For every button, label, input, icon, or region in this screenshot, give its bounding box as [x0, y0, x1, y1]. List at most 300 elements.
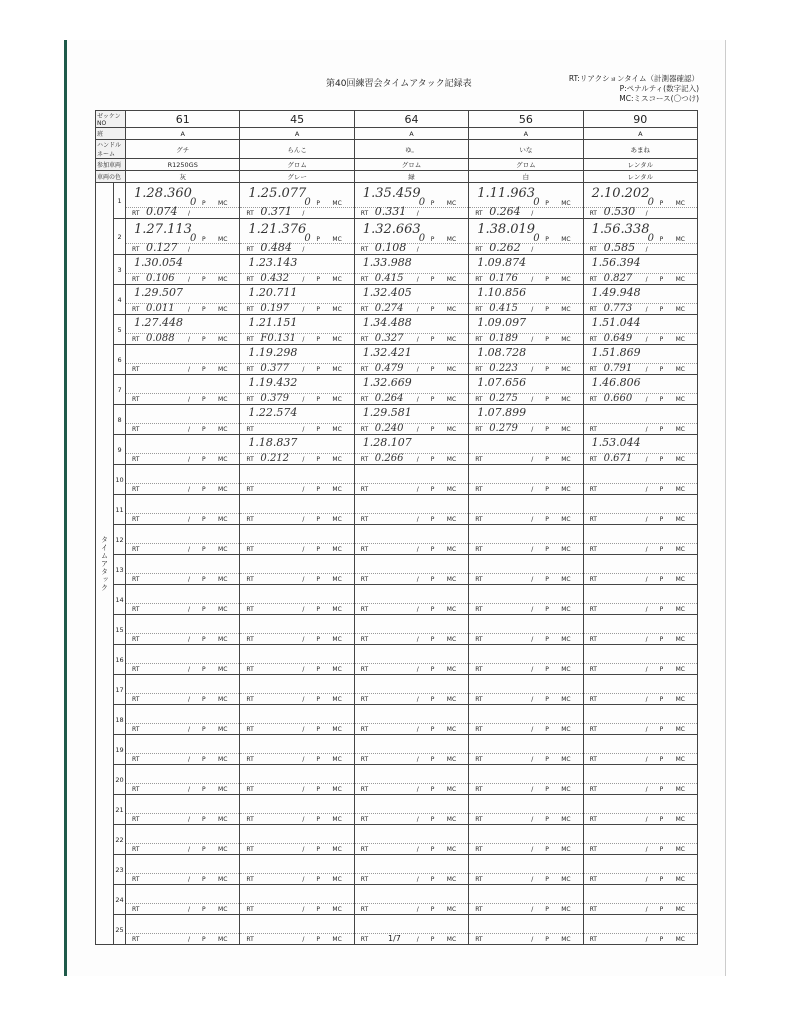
mc-label: MC	[446, 606, 457, 613]
time-cell[interactable]	[583, 915, 697, 945]
time-cell[interactable]	[126, 183, 240, 219]
time-cell[interactable]	[240, 885, 354, 915]
slash: /	[302, 456, 305, 463]
time-cell[interactable]	[126, 555, 240, 585]
p-label: P	[659, 396, 664, 403]
time-cell[interactable]	[354, 435, 468, 465]
rt-line	[469, 483, 582, 494]
time-cell[interactable]	[240, 555, 354, 585]
p-label: P	[545, 816, 549, 823]
p-label: P	[659, 696, 664, 703]
p-label: P	[202, 846, 206, 853]
p-label: P	[659, 546, 664, 553]
time-cell[interactable]	[354, 495, 468, 525]
time-cell[interactable]	[583, 375, 697, 405]
vehicle-color: グレー	[240, 171, 354, 183]
time-cell[interactable]	[354, 585, 468, 615]
reaction-time: 0.660	[603, 393, 633, 404]
p-label: P	[316, 456, 321, 463]
time-cell[interactable]	[240, 315, 354, 345]
time-cell[interactable]	[583, 735, 697, 765]
reaction-time: F0.131	[260, 333, 296, 344]
run-number: 12	[114, 525, 126, 555]
vehicle-color: 緑	[354, 171, 468, 183]
vehicle-color: 白	[469, 171, 583, 183]
time-cell[interactable]	[469, 555, 583, 585]
slash: /	[416, 936, 419, 943]
mc-label: MC	[218, 306, 228, 313]
rt-label: RT	[360, 876, 369, 883]
time-cell[interactable]	[583, 405, 697, 435]
time-cell[interactable]	[583, 465, 697, 495]
rt-label: RT	[360, 276, 369, 283]
time-cell[interactable]	[583, 855, 697, 885]
rt-line	[469, 933, 582, 944]
time-cell[interactable]	[240, 675, 354, 705]
run-number: 5	[114, 315, 126, 345]
p-label: P	[545, 906, 549, 913]
rt-line	[469, 513, 582, 524]
time-cell[interactable]	[469, 495, 583, 525]
time-cell[interactable]	[583, 795, 697, 825]
rt-line	[355, 903, 468, 914]
rt-line	[240, 236, 353, 254]
p-label: P	[202, 876, 206, 883]
time-cell[interactable]	[354, 183, 468, 219]
lap-time: 1.28.360	[134, 186, 192, 201]
time-cell[interactable]	[469, 765, 583, 795]
reaction-time: 0.189	[489, 333, 518, 344]
p-label: P	[430, 816, 435, 823]
mc-label: MC	[446, 366, 457, 373]
time-cell[interactable]	[583, 825, 697, 855]
slash: /	[188, 906, 191, 913]
time-cell[interactable]	[240, 765, 354, 795]
p-label: P	[659, 786, 664, 793]
time-cell[interactable]	[354, 525, 468, 555]
rt-line	[584, 753, 697, 764]
time-cell[interactable]	[354, 735, 468, 765]
run-row	[96, 615, 698, 645]
run-row	[96, 183, 698, 219]
rt-label: RT	[360, 816, 369, 823]
mc-label: MC	[446, 396, 457, 403]
reaction-time: 0.377	[260, 363, 290, 374]
rt-label: RT	[132, 336, 140, 343]
time-cell[interactable]	[469, 219, 583, 255]
rt-line	[126, 753, 239, 764]
time-cell[interactable]	[583, 495, 697, 525]
mc-label: MC	[218, 456, 228, 463]
run-number: 2	[114, 219, 126, 255]
rt-label: RT	[132, 486, 140, 493]
time-cell[interactable]	[469, 315, 583, 345]
reaction-time: 0.176	[489, 273, 518, 284]
slash: /	[531, 576, 534, 583]
time-cell[interactable]	[126, 735, 240, 765]
mc-label: MC	[675, 486, 685, 493]
rt-label: RT	[475, 396, 483, 403]
mc-label: MC	[675, 636, 685, 643]
rt-label: RT	[246, 876, 254, 883]
rt-line	[240, 933, 353, 944]
rt-line	[584, 423, 697, 434]
rt-label: RT	[360, 786, 369, 793]
mc-label: MC	[675, 666, 685, 673]
zekken-no: 90	[583, 111, 697, 128]
rt-label: RT	[589, 426, 597, 433]
reaction-time: 0.106	[146, 273, 175, 284]
time-cell[interactable]	[583, 219, 697, 255]
time-cell[interactable]	[240, 495, 354, 525]
time-cell[interactable]	[583, 183, 697, 219]
run-row	[96, 465, 698, 495]
time-cell[interactable]	[469, 855, 583, 885]
time-cell[interactable]	[469, 885, 583, 915]
lap-time: 1.27.448	[134, 316, 183, 329]
time-cell[interactable]	[354, 555, 468, 585]
time-cell[interactable]	[354, 285, 468, 315]
p-label: P	[316, 396, 321, 403]
slash: /	[188, 606, 191, 613]
rt-label: RT	[589, 306, 597, 313]
time-cell[interactable]	[469, 675, 583, 705]
time-cell[interactable]	[469, 405, 583, 435]
rt-line	[240, 453, 353, 464]
run-number: 9	[114, 435, 126, 465]
mc-label: MC	[446, 276, 457, 283]
rt-line	[584, 663, 697, 674]
rt-label: RT	[589, 246, 597, 253]
time-cell[interactable]	[354, 855, 468, 885]
mc-label: MC	[332, 636, 342, 643]
time-cell[interactable]	[469, 915, 583, 945]
slash: /	[416, 696, 419, 703]
time-cell[interactable]	[354, 345, 468, 375]
time-cell[interactable]	[240, 435, 354, 465]
time-cell[interactable]	[469, 465, 583, 495]
time-cell[interactable]	[354, 375, 468, 405]
rt-line	[240, 753, 353, 764]
row-han	[96, 128, 698, 140]
mc-label: MC	[561, 366, 571, 373]
time-cell[interactable]	[126, 825, 240, 855]
time-cell[interactable]	[354, 795, 468, 825]
time-cell[interactable]	[583, 255, 697, 285]
mc-label: MC	[218, 546, 228, 553]
time-cell[interactable]	[354, 405, 468, 435]
reaction-time: 0.479	[374, 363, 404, 374]
slash: /	[188, 726, 191, 733]
run-row	[96, 675, 698, 705]
p-label: P	[545, 366, 549, 373]
time-cell[interactable]	[240, 825, 354, 855]
run-row	[96, 705, 698, 735]
time-cell[interactable]	[583, 765, 697, 795]
slash: /	[531, 336, 534, 343]
p-label: P	[316, 666, 321, 673]
rt-label: RT	[589, 576, 597, 583]
time-cell[interactable]	[469, 525, 583, 555]
lap-time: 1.21.151	[248, 316, 298, 329]
slash: /	[416, 456, 419, 463]
mc-label: MC	[561, 546, 571, 553]
time-cell[interactable]	[240, 645, 354, 675]
run-number: 11	[114, 495, 126, 525]
time-cell[interactable]	[469, 285, 583, 315]
rt-line	[355, 333, 468, 344]
rt-line	[355, 200, 468, 218]
time-cell[interactable]	[469, 615, 583, 645]
rt-line	[355, 873, 468, 884]
rt-label: RT	[132, 546, 140, 553]
run-number: 17	[114, 675, 126, 705]
p-label: P	[659, 366, 664, 373]
rt-label: RT	[246, 426, 254, 433]
rt-line	[584, 813, 697, 824]
rt-label: RT	[246, 456, 254, 463]
time-cell[interactable]	[126, 795, 240, 825]
rt-label: RT	[475, 846, 483, 853]
p-label: P	[430, 786, 435, 793]
rt-label: RT	[589, 276, 597, 283]
slash: /	[416, 210, 419, 217]
time-cell[interactable]	[240, 183, 354, 219]
rt-line	[469, 200, 582, 218]
mc-label: MC	[561, 200, 571, 207]
time-cell[interactable]	[469, 345, 583, 375]
time-cell[interactable]	[354, 465, 468, 495]
slash: /	[531, 726, 534, 733]
rt-line	[126, 663, 239, 674]
p-label: P	[202, 936, 206, 943]
time-cell[interactable]	[354, 885, 468, 915]
slash: /	[531, 636, 534, 643]
time-cell[interactable]	[126, 675, 240, 705]
time-cell[interactable]	[469, 585, 583, 615]
time-cell[interactable]	[126, 315, 240, 345]
time-cell[interactable]	[126, 885, 240, 915]
p-label: P	[545, 396, 549, 403]
mc-label: MC	[561, 726, 571, 733]
time-cell[interactable]	[354, 645, 468, 675]
rt-label: RT	[132, 846, 140, 853]
p-label: P	[659, 336, 664, 343]
time-cell[interactable]	[126, 525, 240, 555]
rt-label: RT	[589, 516, 597, 523]
rt-label: RT	[475, 336, 483, 343]
time-cell[interactable]	[469, 255, 583, 285]
p-label: P	[316, 306, 321, 313]
time-cell[interactable]	[126, 585, 240, 615]
time-cell[interactable]	[583, 615, 697, 645]
time-cell[interactable]	[126, 495, 240, 525]
slash: /	[416, 816, 419, 823]
rt-line	[126, 783, 239, 794]
time-cell[interactable]	[583, 525, 697, 555]
time-cell[interactable]	[240, 615, 354, 645]
time-cell[interactable]	[354, 219, 468, 255]
mc-label: MC	[561, 936, 571, 943]
mc-label: MC	[446, 456, 457, 463]
p-label: P	[545, 336, 549, 343]
time-cell[interactable]	[469, 705, 583, 735]
time-cell[interactable]	[469, 645, 583, 675]
time-cell[interactable]	[583, 555, 697, 585]
handle-name: ゆ。	[354, 140, 468, 159]
rt-line	[469, 273, 582, 284]
rt-line	[584, 236, 697, 254]
time-cell[interactable]	[583, 885, 697, 915]
time-cell[interactable]	[583, 285, 697, 315]
rt-line	[240, 513, 353, 524]
rt-line	[126, 873, 239, 884]
rt-line	[240, 333, 353, 344]
p-label: P	[202, 306, 206, 313]
time-cell[interactable]	[126, 645, 240, 675]
time-cell[interactable]	[469, 825, 583, 855]
time-cell[interactable]	[126, 705, 240, 735]
p-label: P	[430, 696, 435, 703]
mc-label: MC	[332, 276, 342, 283]
time-cell[interactable]	[469, 375, 583, 405]
time-cell[interactable]	[126, 915, 240, 945]
time-cell[interactable]	[126, 405, 240, 435]
mc-label: MC	[446, 786, 457, 793]
p-label: P	[659, 606, 664, 613]
time-cell[interactable]	[354, 765, 468, 795]
rt-line	[355, 483, 468, 494]
time-cell[interactable]	[240, 405, 354, 435]
slash: /	[645, 696, 648, 703]
time-cell[interactable]	[240, 219, 354, 255]
time-cell[interactable]	[126, 285, 240, 315]
time-cell[interactable]	[583, 345, 697, 375]
time-cell[interactable]	[126, 345, 240, 375]
time-cell[interactable]	[240, 255, 354, 285]
run-number: 22	[114, 825, 126, 855]
time-cell[interactable]	[240, 525, 354, 555]
p-label: P	[545, 876, 549, 883]
rt-line	[126, 933, 239, 944]
time-cell[interactable]	[583, 435, 697, 465]
lap-time: 1.32.421	[362, 346, 412, 359]
mc-label: MC	[332, 336, 342, 343]
time-cell[interactable]	[240, 855, 354, 885]
reaction-time: 0.264	[489, 205, 521, 218]
rt-label: RT	[475, 816, 483, 823]
rt-line	[240, 303, 353, 314]
reaction-time: 0.530	[603, 205, 636, 218]
p-label: P	[659, 456, 664, 463]
time-cell[interactable]	[126, 435, 240, 465]
p-label: P	[545, 756, 549, 763]
p-label: P	[316, 200, 321, 207]
lap-time: 1.21.376	[248, 222, 307, 237]
time-cell[interactable]	[354, 315, 468, 345]
time-cell[interactable]	[354, 255, 468, 285]
mc-label: MC	[446, 756, 457, 763]
han: A	[126, 128, 240, 140]
lap-time: 1.30.054	[134, 256, 183, 269]
slash: /	[645, 396, 648, 403]
rt-line	[584, 303, 697, 314]
slash: /	[531, 876, 534, 883]
rt-label: RT	[475, 456, 483, 463]
time-cell[interactable]	[240, 735, 354, 765]
time-cell[interactable]	[240, 705, 354, 735]
record-table	[95, 110, 698, 945]
rt-label: RT	[132, 306, 140, 313]
time-cell[interactable]	[126, 615, 240, 645]
lap-time: 1.29.581	[362, 406, 412, 419]
run-row	[96, 735, 698, 765]
time-cell[interactable]	[354, 825, 468, 855]
time-cell[interactable]	[240, 465, 354, 495]
rt-label: RT	[475, 906, 483, 913]
p-label: P	[202, 786, 206, 793]
time-cell[interactable]	[240, 915, 354, 945]
p-label: P	[659, 756, 664, 763]
time-cell[interactable]	[469, 735, 583, 765]
time-cell[interactable]	[354, 705, 468, 735]
time-cell[interactable]	[583, 585, 697, 615]
mc-label: MC	[218, 516, 228, 523]
time-cell[interactable]	[126, 465, 240, 495]
rt-line	[469, 693, 582, 704]
slash: /	[645, 276, 648, 283]
time-cell[interactable]	[583, 705, 697, 735]
time-cell[interactable]	[126, 855, 240, 885]
mc-label: MC	[218, 846, 228, 853]
mc-label: MC	[675, 606, 685, 613]
vehicle: R1250GS	[126, 159, 240, 171]
rt-label: RT	[360, 666, 369, 673]
slash: /	[645, 516, 648, 523]
time-cell[interactable]	[583, 645, 697, 675]
time-cell[interactable]	[240, 375, 354, 405]
time-cell[interactable]	[469, 183, 583, 219]
time-cell[interactable]	[240, 795, 354, 825]
time-cell[interactable]	[583, 315, 697, 345]
p-label: P	[659, 876, 664, 883]
time-cell[interactable]	[126, 255, 240, 285]
time-cell[interactable]	[240, 585, 354, 615]
mc-label: MC	[675, 236, 685, 243]
mc-label: MC	[332, 546, 342, 553]
time-cell[interactable]	[354, 915, 468, 945]
time-cell[interactable]	[126, 375, 240, 405]
rt-label: RT	[132, 936, 140, 943]
mc-label: MC	[332, 396, 342, 403]
run-number: 16	[114, 645, 126, 675]
rt-line	[126, 333, 239, 344]
time-cell[interactable]	[240, 345, 354, 375]
rt-line	[126, 273, 239, 284]
time-cell[interactable]	[126, 219, 240, 255]
slash: /	[531, 546, 534, 553]
time-cell[interactable]	[240, 285, 354, 315]
reaction-time: 0.011	[146, 303, 175, 314]
time-cell[interactable]	[469, 795, 583, 825]
time-cell[interactable]	[126, 765, 240, 795]
time-cell[interactable]	[583, 675, 697, 705]
slash: /	[302, 396, 305, 403]
slash: /	[302, 846, 305, 853]
time-cell[interactable]	[469, 435, 583, 465]
time-cell[interactable]	[354, 675, 468, 705]
time-cell[interactable]	[354, 615, 468, 645]
